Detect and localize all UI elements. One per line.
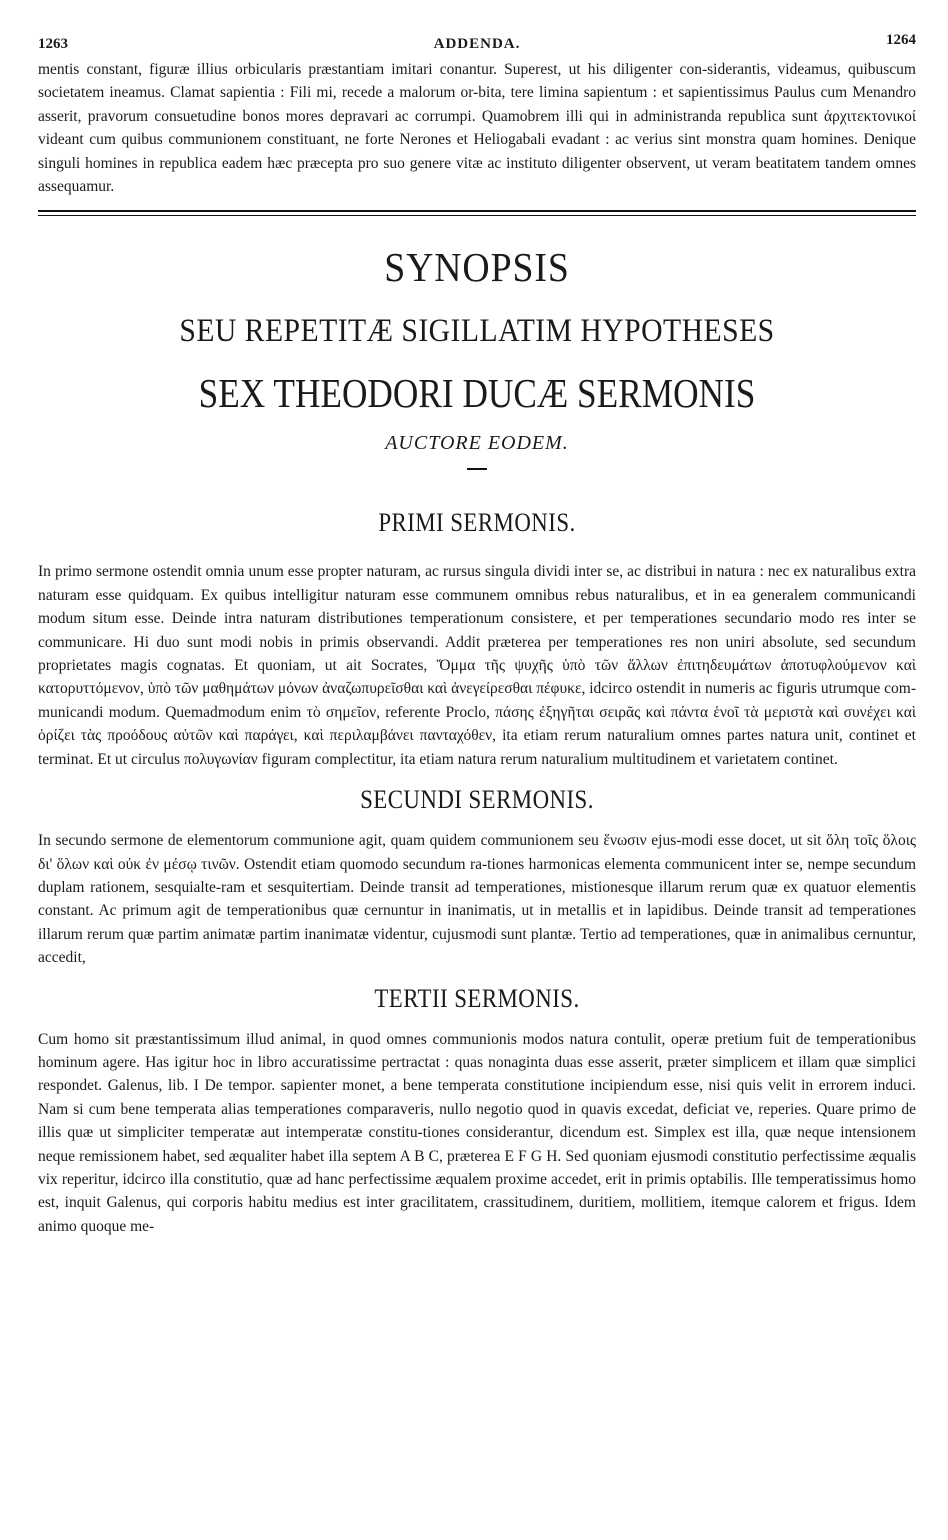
synopsis-title: SYNOPSIS (384, 244, 570, 291)
synopsis-subtitle: SEU REPETITÆ SIGILLATIM HYPOTHESES (179, 313, 775, 350)
divider-thick (38, 210, 916, 212)
section-heading-secundi: SECUNDI SERMONIS. (360, 785, 594, 815)
section-text-secundi: In secundo sermone de elementorum communione agit, quam quidem communionem seu ἕνωσιν ejus-modi esse docet, ut sit ὅλη τοῖς ὅλοις δι' ὅλων καὶ οὐκ ἐν μέσῳ τινῶν. Ostendit etiam quomodo secundum ra-tiones harmonicas elementa communicent inter se, nempe secundum duplam rationem, sesquialte-ram et sesquitertiam. Deinde transit ad temperationes, mistionesque illarum rerum quæ ex quatuor elementis constant. Ac primum agit de temperationibus quæ cernuntur in inanimatis, ut in metallis et in lapidibus. Deinde transit ad temperationes illarum rerum quæ partim animatæ partim inanimatæ videntur, cujusmodi sunt plantæ. Tertio ad temperationes, quæ in animalibus cernuntur, accedit, (38, 832, 916, 967)
intro-paragraph: mentis constant, figuræ illius orbicularis præstantiam imitari conantur. Superest, ut his diligenter con-siderantis, videamus, quibuscum societatem ineamus. Clamat sapientia : Fili mi, recede a malorum or-bita, tere limina sapientum : et sapientissimus Paulus cum Menandro asserit, pravorum consuetudine bonos mores depravari ac corrumpi. Quamobrem illi qui in administranda republica sunt ἀρχιτεκτονικοί videant cum quibus communionem constituant, ne forte Nerones et Heliogabali evadant : ac verius sint monstra quam homines. Denique singuli homines in republica eadem hæc præcepta pro suo genere vitæ ac instituto diligenter observent, ut veram beatitatem tandem omnes assequamur. (38, 61, 916, 196)
page-number-right: 1264 (886, 32, 916, 48)
section-heading-primi: PRIMI SERMONIS. (378, 508, 576, 538)
running-head-title: ADDENDA. (433, 36, 521, 52)
title-dash (467, 468, 487, 470)
page (38, 30, 916, 1238)
author-line: AUCTORE EODEM. (385, 432, 569, 455)
section-text-tertii: Cum homo sit præstantissimum illud animal, in quod omnes communionis modos natura contulit, operæ pretium fuit de temperationibus hominum agere. Has igitur hoc in libro accuratissime pertractat : quas nonaginta duas esse asserit, præter simplicem et illam quæ simplici respondet. Galenus, lib. I De tempor. sapienter monet, a bene temperata constitutione incipiendum esse, nisi quis velit in errorem induci. Nam si cum bene temperata alias temperationes comparaveris, nullo negotio quod in quavis excedat, deficiat ve, reperies. Quare primo de illis quæ ut simpliciter temperatæ aut intemperatæ constitu-tiones considerantur, dicendum est. Simplex est illa, quæ neque intensionem neque remissionem habet, sed æqualiter habet illa septem A B C, præterea E F G H. Sed quoniam ejusmodi constitutio perfectissime æqualis vix reperitur, idcirco illa constitutio, quæ ad hanc perfectissime æqualem proxime accedet, erit in primis optabilis. Ille temperatissimus homo est, inquit Galenus, qui corporis habitu medius est inter gracilitatem, crassitudinem, duritiem, mollitiem, itemque calorem et frigus. Idem animo quoque me- (38, 1030, 916, 1235)
running-head (38, 30, 916, 56)
page-number-left: 1263 (38, 36, 68, 52)
section-heading-tertii: TERTII SERMONIS. (374, 983, 580, 1013)
synopsis-subtitle-2: SEX THEODORI DUCÆ SERMONIS (198, 370, 756, 417)
section-text-primi: In primo sermone ostendit omnia unum esse propter naturam, ac rursus singula dividi inter se, ac distribui in natura : nec ex naturalibus extra naturam esse quidquam. Ex quibus intelligitur naturam esse communem omnibus rebus naturalibus, et in ea generalem communicandi modum situm esse. Deinde intra naturam distributiones temperationum consistere, et per temperationes secundario modo res inter se communicare. Hi duo sunt modi nobis in primis observandi. Addit præterea per temperationes res non uniri absolute, sed secundum proprietates magis cognatas. Et quoniam, ut ait Socrates, Ὄμμα τῆς ψυχῆς ὑπὸ τῶν ἄλλων ἐπιτηδευμάτων ἀποτυφλούμενον καὶ κατορυττόμενον, ὑπὸ τῶν μαθημάτων μόνων ἀναζωπυρεῖσθαι καὶ ἀνεγείρεσθαι πέφυκε, idcirco ostendit in numeris ac figuris utrumque com-municandi modum. Quemadmodum enim τὸ σημεῖον, referente Proclo, πάσης ἐξηγῆται σειρᾶς καὶ πάντα ἑνοῖ τὰ μεριστὰ καὶ συνέχει καὶ ὁρίζει τὰς προόδους αὐτῶν καὶ παράγει, καὶ περιλαμβάνει πανταχόθεν, ita etiam rerum naturalium omnes partes natura unit, continet et terminat. Et ut circulus πολυγωνίαν figuram complectitur, ita etiam natura rerum naturalium multitudinem et varietatem continet. (38, 563, 916, 768)
divider-thin (38, 215, 916, 216)
